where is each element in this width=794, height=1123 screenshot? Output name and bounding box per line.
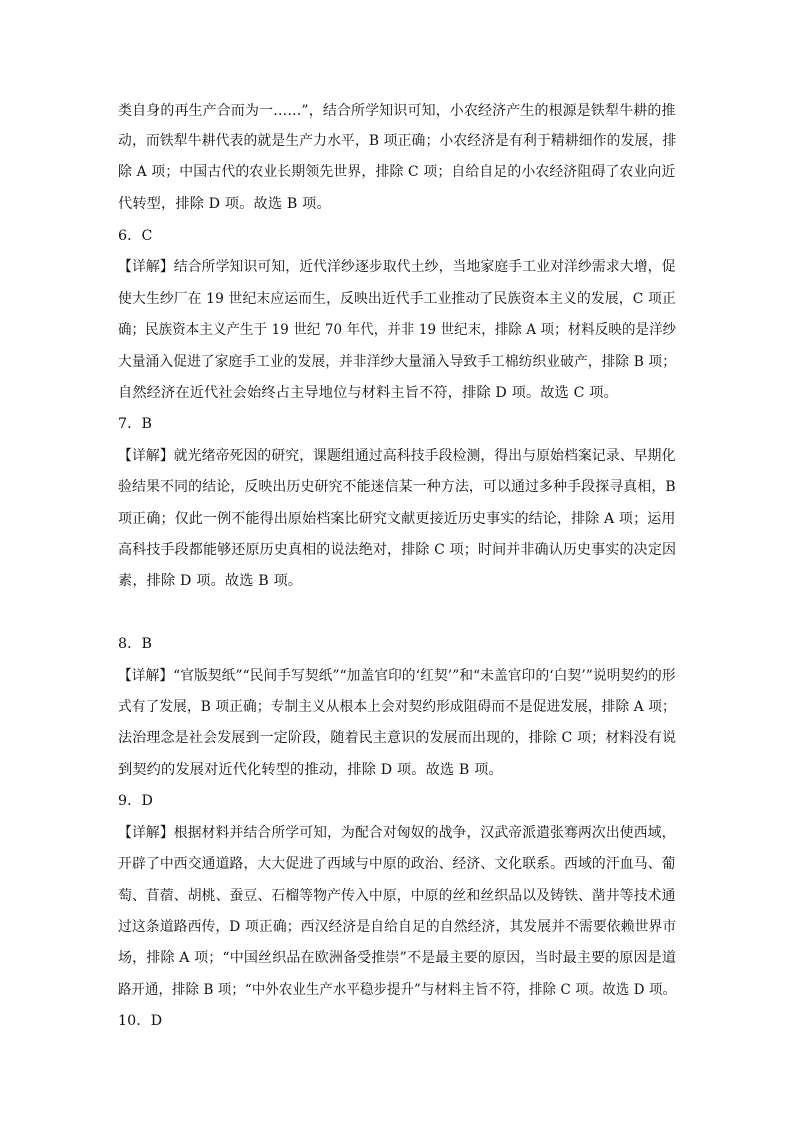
text-line: 路开通，排除 B 项；“中外农业生产水平稳步提升”与材料主旨不符，排除 C 项。故选 D 项。 — [118, 982, 677, 998]
text-line: 类自身的再生产合而为一……”，结合所学知识可知，小农经济产生的根源是铁犁牛耕的推 — [118, 103, 676, 119]
text-line: 法治理念是社会发展到一定阶段，随着民主意识的发展而出现的，排除 C 项；材料没有说 — [118, 730, 677, 746]
text-line: 【详解】就光绪帝死因的研究，课题组通过高科技手段检测，得出与原始档案记录、早期化 — [118, 448, 676, 464]
text-line: 开辟了中西交通道路，大大促进了西域与中原的政治、经济、文化联系。西域的汗血马、葡 — [118, 856, 676, 872]
text-line: 到契约的发展对近代化转型的推动，排除 D 项。故选 B 项。 — [118, 762, 503, 778]
question-number: 7．B — [118, 416, 153, 432]
text-line: 【详解】“官版契纸”“民间手写契纸”“加盖官印的‘红契’”和“未盖官印的‘白契’”说明契约的形 — [118, 668, 676, 684]
text-line: 大量涌入促进了家庭手工业的发展，并非洋纱大量涌入导致手工棉纺织业破产，排除 B 项； — [118, 354, 677, 370]
text-line: 自然经济在近代社会始终占主导地位与材料主旨不符，排除 D 项。故选 C 项。 — [118, 385, 618, 401]
question-number: 9．D — [118, 793, 154, 809]
text-line: 过这条道路西传，D 项正确；西汉经济是自给自足的自然经济，其发展并不需要依赖世界市 — [118, 919, 677, 935]
question-number: 6．C — [118, 228, 153, 244]
question-number: 10．D — [118, 1013, 163, 1029]
text-line: 动，而铁犁牛耕代表的就是生产力水平，B 项正确；小农经济是有利于精耕细作的发展，排 — [118, 133, 677, 149]
text-line: 使大生纱厂在 19 世纪末应运而生，反映出近代手工业推动了民族资本主义的发展，C 项正 — [118, 291, 676, 307]
text-line: 项正确；仅此一例不能得出原始档案比研究文献更接近历史事实的结论，排除 A 项；运用 — [118, 511, 676, 527]
question-number: 8．B — [118, 636, 153, 652]
text-line: 萄、苜蓿、胡桃、蚕豆、石榴等物产传入中原，中原的丝和丝织品以及铸铁、凿井等技术通 — [118, 888, 676, 904]
text-line: 高科技手段都能够还原历史真相的说法绝对，排除 C 项；时间并非确认历史事实的决定因 — [118, 542, 677, 558]
text-line: 除 A 项；中国古代的农业长期领先世界，排除 C 项；自给自足的小农经济阻碍了农业向近 — [118, 164, 676, 180]
text-line: 确；民族资本主义产生于 19 世纪 70 年代，并非 19 世纪末，排除 A 项；材料反映的是洋纱 — [118, 322, 677, 338]
text-line: 【详解】根据材料并结合所学可知，为配合对匈奴的战争，汉武帝派遣张骞两次出使西域， — [118, 825, 676, 841]
text-line: 式有了发展，B 项正确；专制主义从根本上会对契约形成阻碍而不是促进发展，排除 A 项； — [118, 699, 676, 715]
text-line: 场，排除 A 项；“中国丝织品在欧洲备受推崇”不是最主要的原因，当时最主要的原因是道 — [118, 950, 677, 966]
text-line: 【详解】结合所学知识可知，近代洋纱逐步取代土纱，当地家庭手工业对洋纱需求大增，促 — [118, 259, 676, 275]
text-line: 代转型，排除 D 项。故选 B 项。 — [118, 196, 331, 212]
text-line: 素，排除 D 项。故选 B 项。 — [118, 573, 303, 589]
text-line: 验结果不同的结论，反映出历史研究不能迷信某一种方法，可以通过多种手段探寻真相，B — [118, 479, 676, 495]
